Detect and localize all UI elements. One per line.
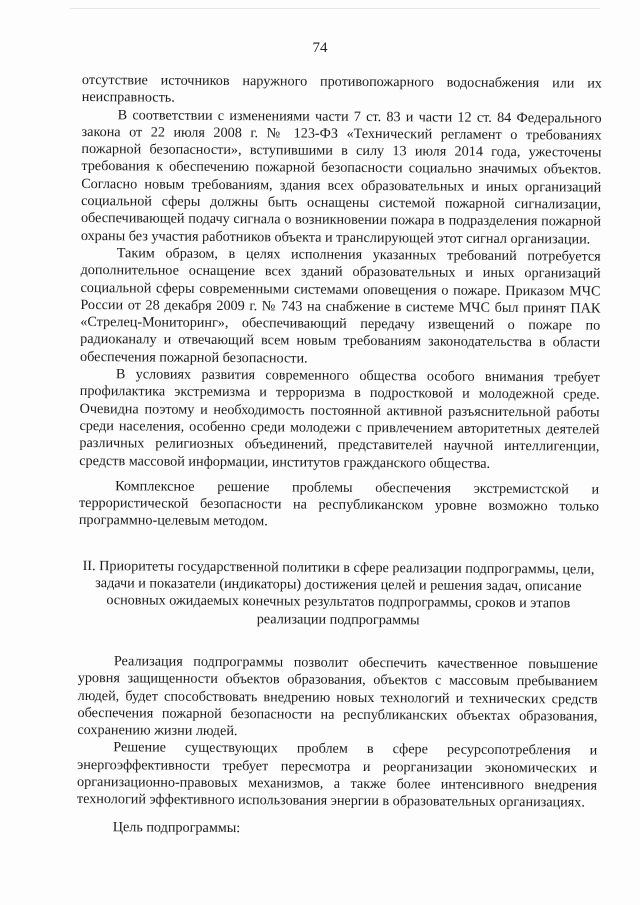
paragraph-equipment: Таким образом, в целях исполнения указанных требований потребуется дополнительное оснащение всех зданий образовательных и иных организаций социальной сферы современными системами оповещения о пожаре. Приказом МЧС России от 28 декабря 2009 г. № 743 на снабжение в системе МЧС был принят ПАК «Стрелец-Мониторинг», обеспечивающий передачу извещений о пожаре по радиоканалу и отвечающий всем новым требованиям законодательства в области обеспечения пожарной безопасности. xyxy=(79,245,601,367)
section-heading: II. Приоритеты государственной политики в сфере реализации подпрограммы, цели, задачи и показатели (индикаторы) достижения целей и решения задач, описание основных ожидаемых конечных результатов подпрограммы, сроков и этапов реализации подпрограммы xyxy=(82,557,595,628)
paragraph-energy: Решение существующих проблем в сфере ресурсопотребления и энергоэффективности требует пересмотра и реорганизации экономических и организационно-правовых механизмов, а также более интенсивного внедрения технологий эффективного использования энергии в образовательных организациях. xyxy=(76,739,598,811)
paragraph-extremism: В условиях развития современного общества особого внимания требует профилактика экстремизма и терроризма в подростковой и молодежной среде. Очевидна поэтому и необходимость постоянной активной разъяснительной работы среди населения, особенно среди молодежи с привлечением авторитетных деятелей различных религиозных объединений, представителей научной интеллигенции, средств массовой информации, институтов гражданского общества. xyxy=(79,366,600,472)
paragraph-continuation: отсутствие источников наружного противопожарного водоснабжения или их неисправность. xyxy=(81,72,602,106)
paragraph-complex-solution: Комплексное решение проблемы обеспечения экстремистской и террористической безопасности на республиканском уровне возможно только программно-целевым методом. xyxy=(78,478,600,530)
goal-label: Цель подпрограммы: xyxy=(112,818,241,836)
scan-edge-line xyxy=(70,8,600,9)
paragraph-federal-law: В соответствии с изменениями части 7 ст. 83 и части 12 ст. 84 Федерального закона от 22 июля 2008 г. № 123-ФЗ «Технический регламент о требованиях пожарной безопасности», вступившими в силу 13 июля 2014 года, ужесточены требования к обеспечению пожарной безопасности социально значимых объектов. Согласно новым требованиям, здания всех образовательных и иных организаций социальной сферы должны быть оснащены системой пожарной сигнализации, обеспечивающей подачу сигнала о возникновении пожара в подразделения пожарной охраны без участия работников объекта и транслирующей этот сигнал организации. xyxy=(80,106,602,248)
document-body xyxy=(77,72,602,839)
page-number: 74 xyxy=(312,40,328,56)
paragraph-implementation: Реализация подпрограммы позволит обеспечить качественное повышение уровня защищенности объектов образования, объектов с массовым пребыванием людей, будет способствовать внедрению новых технологий и технических средств обеспечения пожарной безопасности на республиканских объектах образования, сохранению жизни людей. xyxy=(77,653,598,740)
